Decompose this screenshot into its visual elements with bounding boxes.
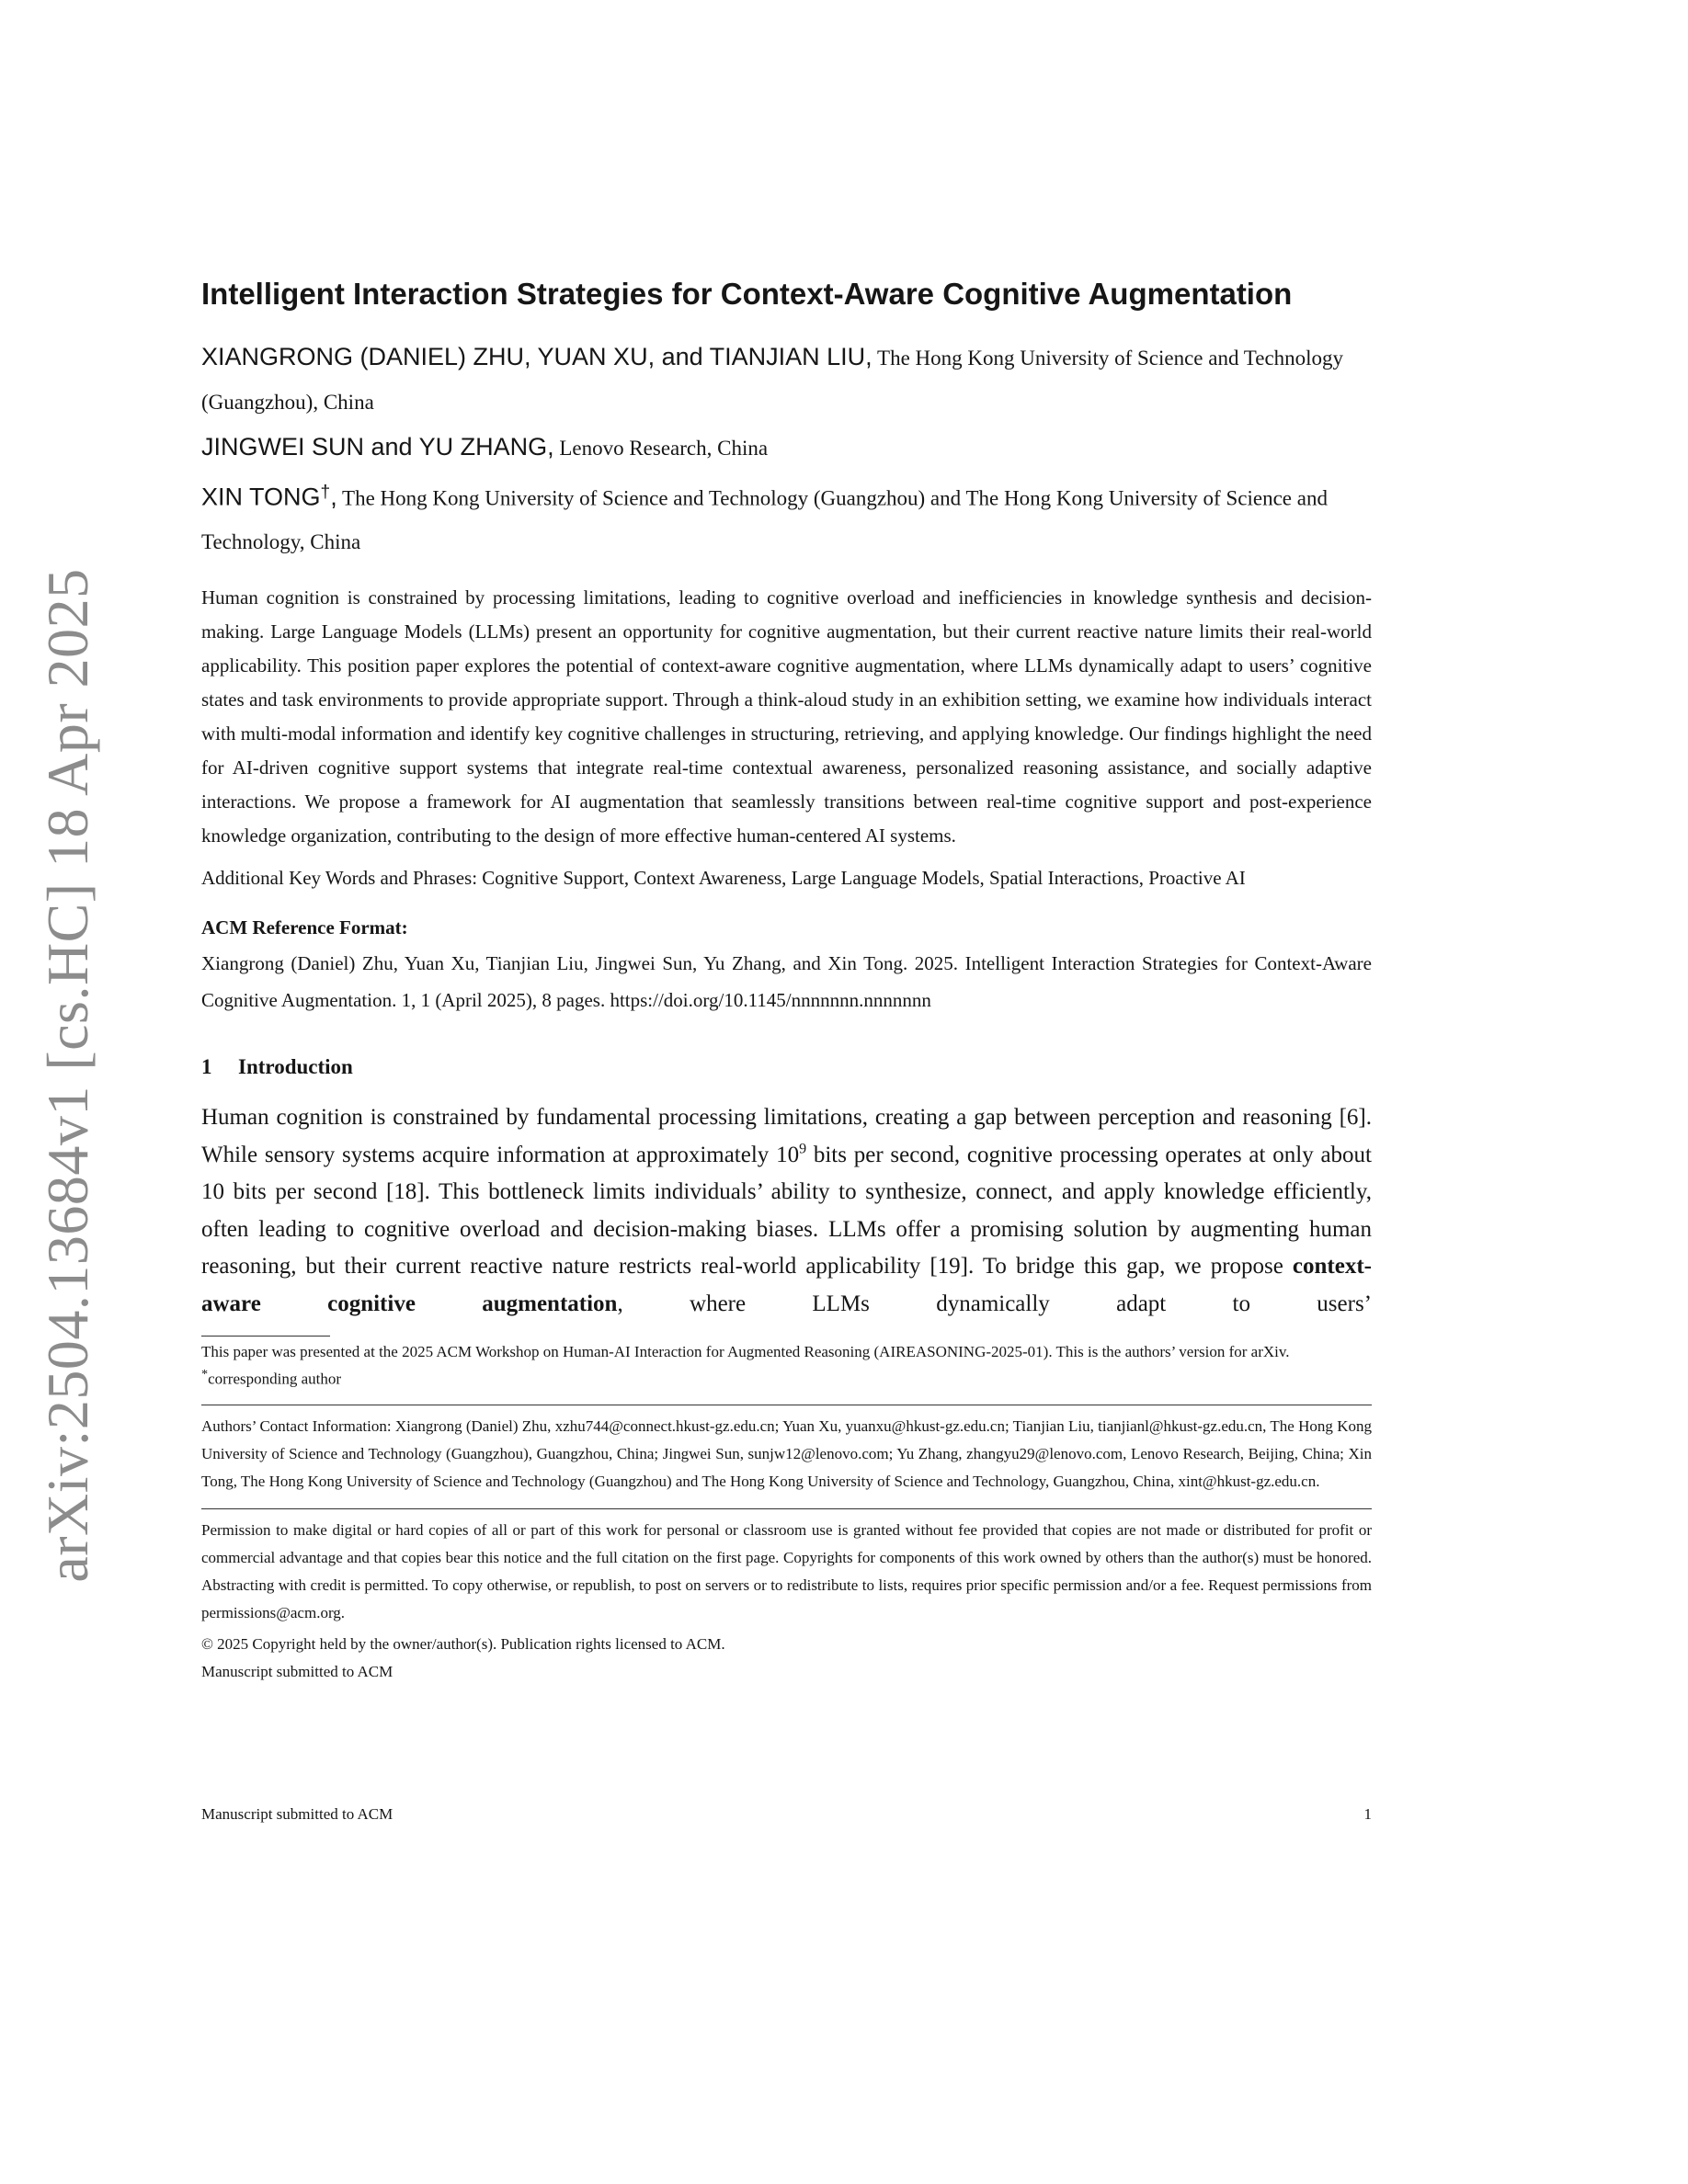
manuscript-note: Manuscript submitted to ACM <box>201 1662 393 1680</box>
author-line-2 <box>201 425 1372 471</box>
author-affiliation: Lenovo Research, China <box>559 436 769 460</box>
intro-emphasis: context-aware cognitive augmentation <box>201 1254 1372 1316</box>
intro-text-part-1: Human cognition is constrained by fundamental processing limitations, creating a gap between perception and reasoning [6]. While sensory systems acquire information at approximately 10 <box>201 1105 1372 1167</box>
intro-exponent: 9 <box>799 1141 807 1157</box>
acm-reference-heading: ACM Reference Format: <box>201 916 408 939</box>
intro-text-part-3: , where LLMs dynamically adapt to users’ <box>617 1291 1373 1316</box>
abstract: Human cognition is constrained by processing limitations, leading to cognitive overload and inefficiencies in knowledge synthesis and decision-making. Large Language Models (LLMs) present an opportunity for cognitive augmentation, but their current reactive nature limits their real-world applicability. This position paper explores the potential of context-aware cognitive augmentation, where LLMs dynamically adapt to users’ cognitive states and task environments to provide appropriate support. Through a think-aloud study in an exhibition setting, we examine how individuals interact with multi-modal information and identify key cognitive challenges in structuring, retrieving, and applying knowledge. Our findings highlight the need for AI-driven cognitive support systems that integrate real-time contextual awareness, personalized reasoning assistance, and socially adaptive interactions. We propose a framework for AI augmentation that seamlessly transitions between real-time cognitive support and post-experience knowledge organization, contributing to the design of more effective human-centered AI systems. <box>201 586 1372 847</box>
author-block <box>201 335 1372 565</box>
permission-divider <box>201 1508 1372 1509</box>
footer-manuscript-note: Manuscript submitted to ACM <box>201 1805 393 1823</box>
keywords: Additional Key Words and Phrases: Cognitive Support, Context Awareness, Large Language Models, Spatial Interactions, Proactive AI <box>201 867 1246 890</box>
authors-contact-information: Authors’ Contact Information: Xiangrong (Daniel) Zhu, xzhu744@connect.hkust-gz.edu.cn; Yuan Xu, yuanxu@hkust-gz.edu.cn; Tianjian Liu, tianjianl@hkust-gz.edu.cn, The Hong Kong University of Science and Technology (Guangzhou), Guangzhou, China; Jingwei Sun, sunjw12@lenovo.com; Yu Zhang, zhangyu29@lenovo.com, Lenovo Research, Beijing, China; Xin Tong, The Hong Kong University of Science and Technology (Guangzhou) and The Hong Kong University of Science and Technology, Guangzhou, China, xint@hkust-gz.edu.cn. <box>201 1416 1372 1490</box>
permission-notice: Permission to make digital or hard copies of all or part of this work for personal or classroom use is granted without fee provided that copies are not made or distributed for profit or commercial advantage and that copies bear this notice and the full citation on the first page. Copyrights for components of this work owned by others than the author(s) must be honored. Abstracting with credit is permitted. To copy otherwise, or republish, to post on servers or to redistribute to lists, requires prior specific permission and/or a fee. Request permissions from permissions@acm.org. <box>201 1520 1372 1621</box>
copyright-notice: © 2025 Copyright held by the owner/author(s). Publication rights licensed to ACM. <box>201 1634 725 1653</box>
section-number: 1 <box>201 1055 212 1079</box>
page-footer <box>201 1803 1372 1826</box>
section-heading <box>201 1053 1372 1081</box>
corresponding-author-mark: † <box>320 482 331 502</box>
author-names: XIANGRONG (DANIEL) ZHU, YUAN XU, and TIANJIAN LIU, <box>201 342 873 370</box>
author-line-1 <box>201 335 1372 425</box>
footnote-mark: * <box>201 1367 209 1382</box>
paper-content <box>201 276 1372 1686</box>
author-names: XIN TONG <box>201 483 321 511</box>
introduction-paragraph <box>201 1099 1372 1323</box>
author-line-3 <box>201 471 1372 565</box>
arxiv-stamp-container <box>35 568 100 1583</box>
arxiv-identifier-stamp: arXiv:2504.13684v1 [cs.HC] 18 Apr 2025 <box>35 568 100 1583</box>
footnote-presented: This paper was presented at the 2025 ACM Workshop on Human-AI Interaction for Augmented Reasoning (AIREASONING-2025-01). This is the authors’ version for arXiv. <box>201 1343 1290 1361</box>
footnote-corresponding <box>201 1364 1372 1390</box>
author-names: JINGWEI SUN and YU ZHANG, <box>201 432 554 461</box>
acm-reference-text: Xiangrong (Daniel) Zhu, Yuan Xu, Tianjian Liu, Jingwei Sun, Yu Zhang, and Xin Tong. 2025. Intelligent Interaction Strategies for Context-Aware Cognitive Augmentation. 1, 1 (April 2025), 8 pages. https://doi.org/10.1145/nnnnnnn.nnnnnnn <box>201 952 1372 1012</box>
author-affiliation: The Hong Kong University of Science and Technology (Guangzhou) and The Hong Kong University of Science and Technology, China <box>201 486 1328 554</box>
author-names-suffix: , <box>330 483 337 511</box>
footnote-rule <box>201 1336 330 1337</box>
paper-title: Intelligent Interaction Strategies for Context-Aware Cognitive Augmentation <box>201 277 1293 311</box>
intro-text-part-2: bits per second, cognitive processing operates at only about 10 bits per second [18]. This bottleneck limits individuals’ ability to synthesize, connect, and apply knowledge efficiently, often leading to cognitive overload and decision-making biases. LLMs offer a promising solution by augmenting human reasoning, but their current reactive nature restricts real-world applicability [19]. To bridge this gap, we propose <box>201 1142 1373 1280</box>
author-affiliation: The Hong Kong University of Science and Technology (Guangzhou), China <box>201 346 1344 414</box>
footnote-corresponding-text: corresponding author <box>208 1370 342 1388</box>
section-title: Introduction <box>238 1055 353 1079</box>
page-number: 1 <box>1363 1805 1372 1823</box>
